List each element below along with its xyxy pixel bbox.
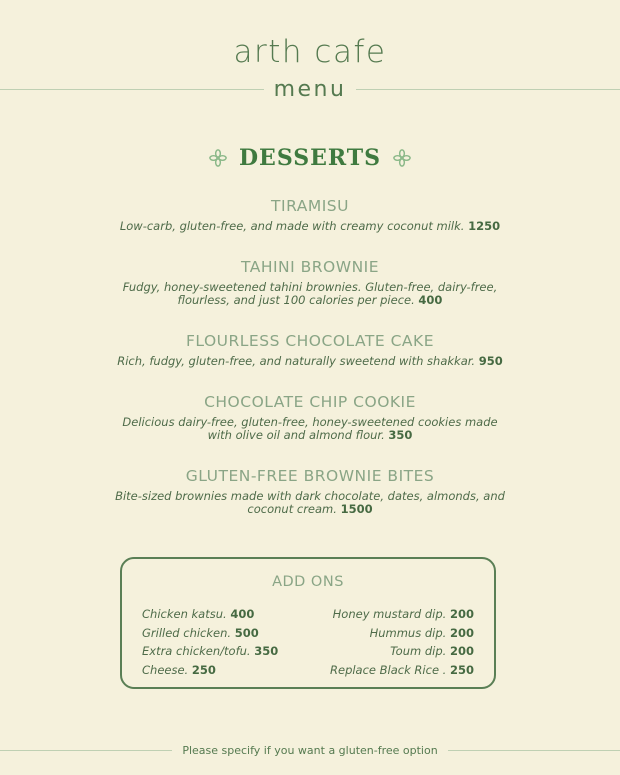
item-name: CHOCOLATE CHIP COOKIE (204, 393, 416, 411)
item-name: GLUTEN-FREE BROWNIE BITES (185, 467, 435, 485)
menu-subtitle: menu (273, 76, 347, 102)
item-description: Low-carb, gluten-free, and made with creamy coconut milk. 1250 (119, 219, 501, 233)
item-description: Fudgy, honey-sweetened tahini brownies. Gluten-free, dairy-free, flourless, and just 100 calories per piece. 400 (122, 280, 498, 307)
section-header (0, 145, 620, 171)
flower-ornament-icon (393, 149, 411, 167)
item-name: FLOURLESS CHOCOLATE CAKE (185, 332, 434, 350)
addons-title: ADD ONS (272, 574, 344, 590)
menu-item (0, 196, 620, 257)
addon-item: Hummus dip. 200 (369, 625, 474, 640)
menu-item (0, 466, 620, 516)
divider-line (0, 89, 264, 90)
menu-item (0, 392, 620, 466)
item-name: TIRAMISU (271, 197, 349, 215)
menu-item (0, 257, 620, 331)
footer-note: Please specify if you want a gluten-free option (182, 743, 438, 757)
addon-item: Chicken katsu. 400 (142, 607, 255, 621)
addons-box (120, 557, 496, 689)
addon-item: Toum dip. 200 (390, 644, 474, 658)
item-name: TAHINI BROWNIE (240, 258, 380, 276)
divider-line (356, 89, 620, 90)
addons-right-column (330, 605, 474, 679)
item-description: Delicious dairy-free, gluten-free, honey-sweetened cookies made with olive oil and almond flour. 350 (122, 415, 498, 442)
addon-item: Extra chicken/tofu. 350 (142, 644, 279, 658)
addon-item: Cheese. 250 (142, 662, 216, 677)
addon-item: Honey mustard dip. 200 (332, 607, 474, 621)
item-price: 1250 (468, 219, 501, 233)
item-description: Rich, fudgy, gluten-free, and naturally sweetend with shakkar. 950 (117, 354, 503, 368)
item-description: Bite-sized brownies made with dark chocolate, dates, almonds, and coconut cream. 1500 (115, 489, 505, 516)
footer (0, 740, 620, 760)
subtitle-row (0, 74, 620, 104)
addon-item: Grilled chicken. 500 (142, 625, 259, 640)
flower-ornament-icon (209, 149, 227, 167)
menu-item (0, 331, 620, 392)
divider-line (448, 750, 620, 751)
divider-line (0, 750, 172, 751)
cafe-title: arth cafe (233, 34, 387, 70)
section-title: DESSERTS (238, 145, 382, 171)
addon-item: Replace Black Rice . 250 (330, 662, 474, 677)
item-price: 400 (418, 293, 443, 307)
item-price: 350 (388, 428, 413, 442)
item-price: 950 (478, 354, 503, 368)
item-price: 1500 (340, 502, 373, 516)
dessert-list (0, 196, 620, 516)
addons-left-column (142, 605, 278, 679)
